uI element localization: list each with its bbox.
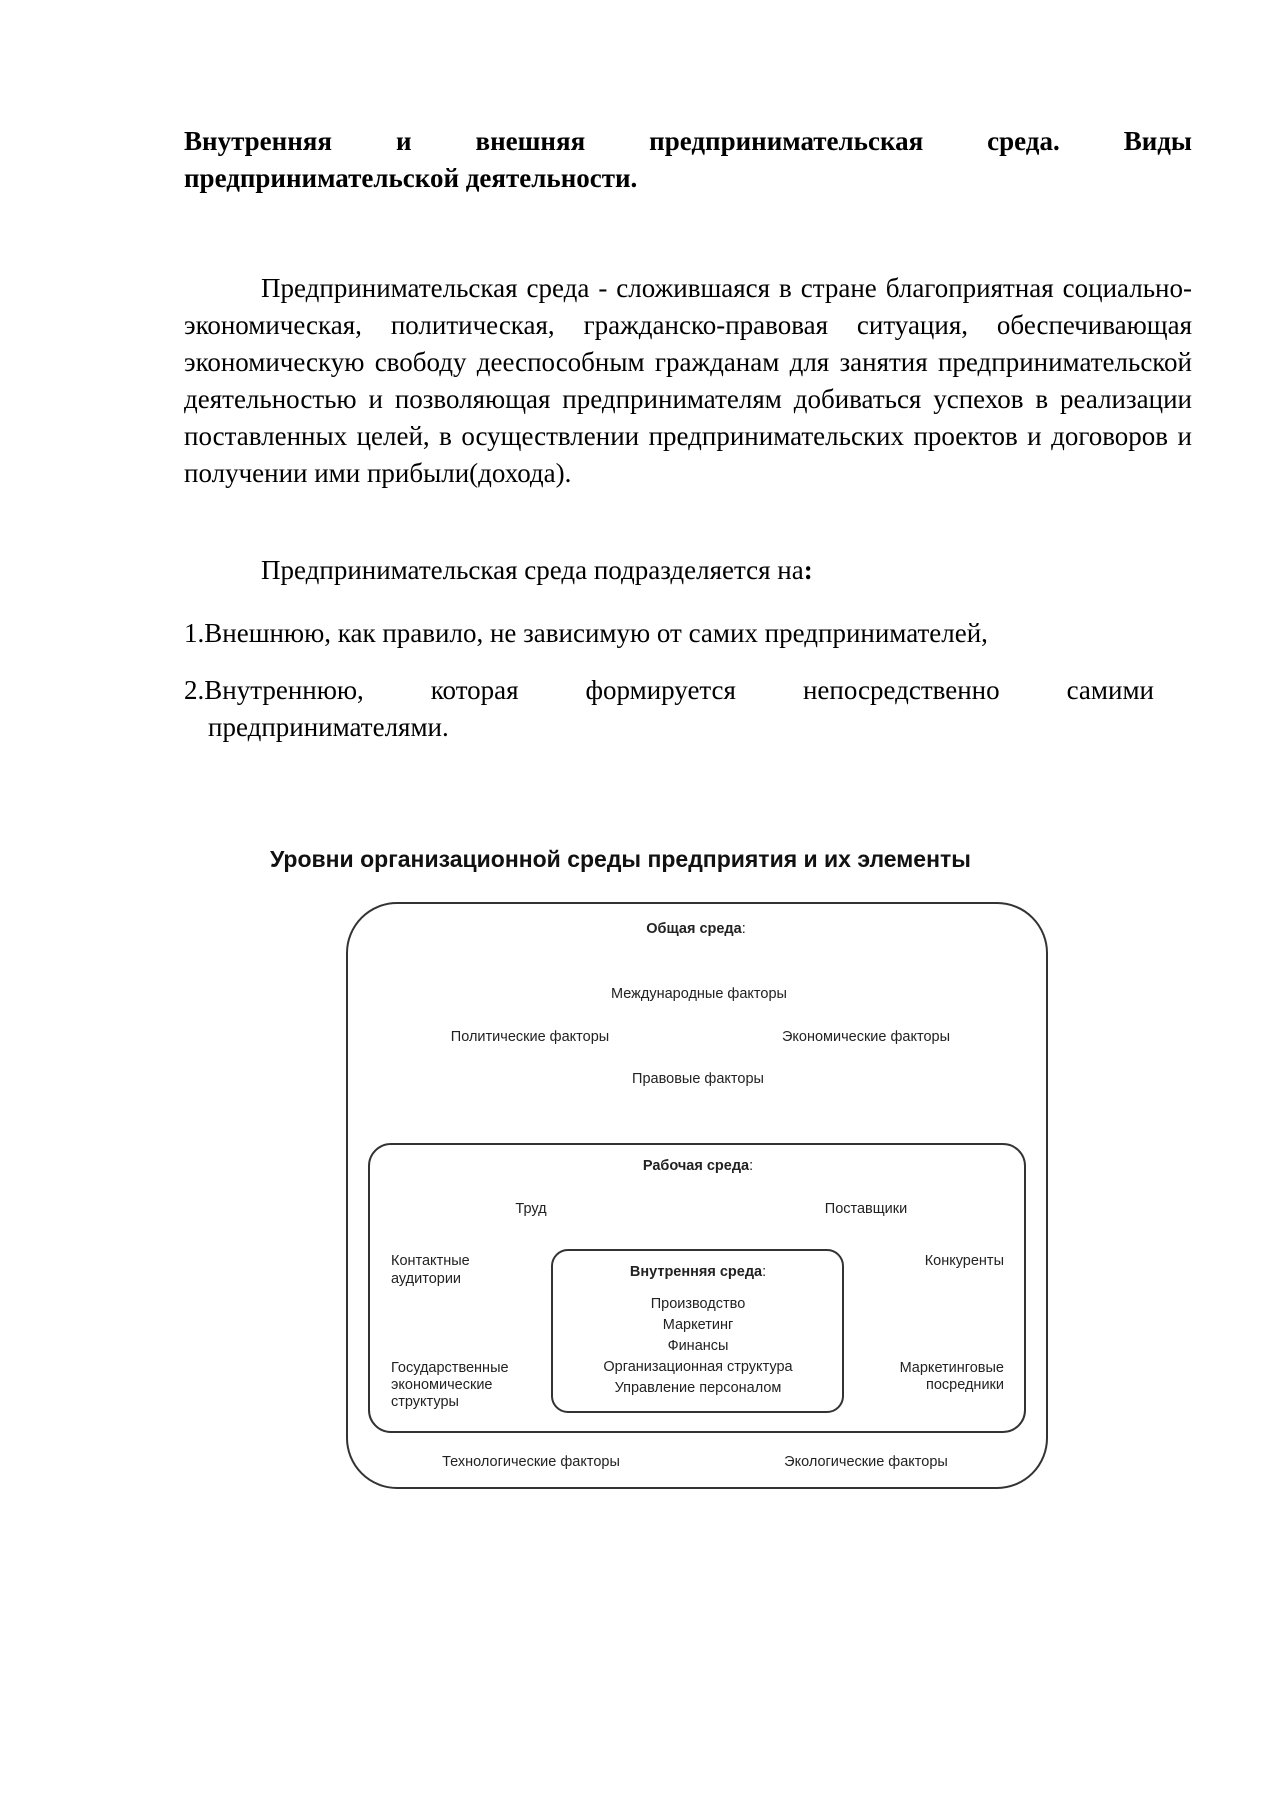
working-environment-heading — [643, 1158, 753, 1174]
working-environment-box — [369, 1144, 1025, 1432]
list-item-internal — [184, 672, 1154, 746]
list-word: самими — [1066, 675, 1154, 705]
internal-environment-heading — [630, 1264, 766, 1280]
internal-environment-box — [552, 1250, 843, 1412]
heading-line-1: Внутренняя и внешняя предпринимательская среда. Виды — [184, 126, 1192, 156]
marketing-intermediaries-line-2: посредники — [926, 1377, 1004, 1393]
list-word: которая — [430, 675, 519, 705]
general-environment-colon: : — [741, 921, 746, 937]
contact-audiences-line-2: аудитории — [391, 1271, 462, 1287]
government-structures-line-1: Государственные — [391, 1360, 509, 1376]
general-environment-box — [347, 903, 1047, 1488]
contact-audiences-line-1: Контактные — [391, 1253, 470, 1269]
list-item-internal-line-1 — [184, 672, 1154, 709]
heading-line-2: предпринимательской деятельности. — [184, 163, 638, 193]
legal-factors: Правовые факторы — [632, 1071, 764, 1087]
list-item-external: 1.Внешнюю, как правило, не зависимую от самих предпринимателей, — [184, 618, 988, 648]
document-heading — [184, 123, 1192, 197]
marketing-intermediaries-line-1: Маркетинговые — [899, 1360, 1004, 1376]
list-word: непосредственно — [802, 675, 1000, 705]
international-factors: Международные факторы — [611, 986, 787, 1002]
working-environment-colon: : — [749, 1158, 754, 1174]
internal-item-production: Производство — [650, 1296, 746, 1312]
diagram-title: Уровни организационной среды предприятия и их элементы — [270, 846, 971, 872]
political-factors: Политические факторы — [450, 1029, 610, 1045]
general-environment-heading — [646, 921, 746, 937]
list-word: формируется — [585, 675, 736, 705]
division-intro-paragraph — [184, 552, 1192, 589]
internal-item-finance: Финансы — [667, 1338, 729, 1354]
government-structures-line-3: структуры — [391, 1394, 459, 1410]
definition-paragraph: Предпринимательская среда - сложившаяся в стране благоприятная социально-экономическая, политическая, гражданско-правовая ситуация, обеспечивающая экономическую свободу дееспособным гражданам для занятия предпринимательской деятельностью и позволяющая предпринимателям добиваться успехов в реализации поставленных целей, в осуществлении предпринимательских проектов и договоров и получении ими прибыли(дохода). — [184, 273, 1192, 488]
internal-environment-colon: : — [762, 1264, 767, 1280]
division-colon: : — [803, 555, 813, 585]
working-environment-label: Рабочая среда — [642, 1158, 750, 1174]
list-item-internal-line-2: предпринимателями. — [208, 712, 449, 742]
general-environment-label: Общая среда — [646, 921, 742, 937]
list-word: 2.Внутреннюю, — [184, 675, 364, 705]
suppliers: Поставщики — [824, 1201, 908, 1217]
government-structures-line-2: экономические — [391, 1377, 493, 1393]
division-intro-text: Предпринимательская среда подразделяется на — [261, 555, 804, 585]
internal-environment-label: Внутренняя среда — [629, 1264, 763, 1280]
ecological-factors: Экологические факторы — [784, 1454, 948, 1470]
internal-item-marketing: Маркетинг — [662, 1317, 734, 1333]
internal-item-hr-management: Управление персоналом — [614, 1380, 782, 1396]
competitors: Конкуренты — [924, 1253, 1004, 1269]
internal-item-org-structure: Организационная структура — [603, 1359, 793, 1375]
economic-factors: Экономические факторы — [781, 1029, 951, 1045]
labor: Труд — [515, 1201, 547, 1217]
technological-factors: Технологические факторы — [442, 1454, 620, 1470]
